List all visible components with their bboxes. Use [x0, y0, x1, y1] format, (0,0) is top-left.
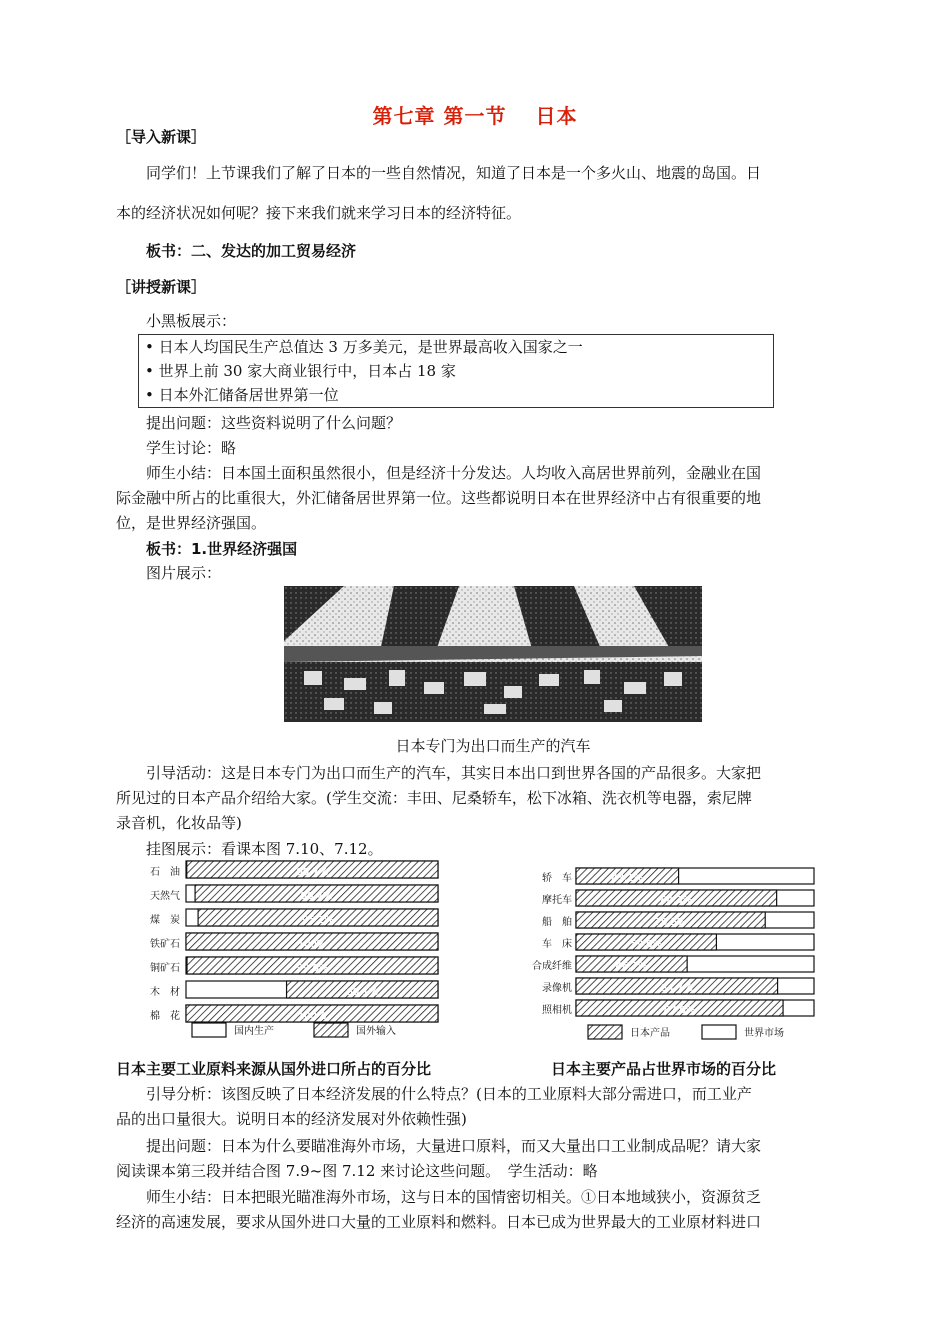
- category-label: 船 舶: [542, 917, 572, 928]
- legend-swatch: [588, 1025, 622, 1039]
- board-note: 板书：1.世界经济强国: [146, 540, 298, 558]
- category-label: 照相机: [542, 1005, 572, 1016]
- paragraph: 位，是世界经济强国。: [116, 514, 267, 532]
- paragraph: 提出问题：这些资料说明了什么问题？: [146, 414, 402, 432]
- paragraph: 本的经济状况如何呢？接下来我们就来学习日本的经济特征。: [116, 204, 522, 222]
- info-item: • 日本外汇储备居世界第一位: [145, 386, 339, 404]
- paragraph: 品的出口量很大。说明日本的经济发展对外依赖性强): [116, 1110, 467, 1128]
- legend-label: 世界市场: [744, 1028, 784, 1039]
- data-label: 43.1%: [611, 873, 644, 884]
- data-label: 84.7%: [660, 983, 693, 994]
- info-box: [138, 334, 774, 408]
- data-label: 84.3%: [660, 895, 693, 906]
- paragraph: 挂图展示：看课本图 7.10、7.12。: [146, 840, 383, 858]
- data-label: 99.6%: [296, 963, 329, 974]
- category-label: 煤 炭: [150, 915, 180, 926]
- market-share-chart: [500, 863, 830, 1043]
- category-label: 石 油: [150, 867, 180, 878]
- category-label: 合成纤维: [532, 961, 572, 972]
- category-label: 棉 花: [150, 1011, 180, 1022]
- paragraph: 阅读课本第三段并结合图 7.9~图 7.12 来讨论这些问题。 学生活动：略: [116, 1162, 598, 1180]
- data-label: 95.2%: [302, 915, 334, 926]
- data-label: 100%: [297, 1011, 327, 1022]
- info-item: • 日本人均国民生产总值达 3 万多美元，是世界最高收入国家之一: [145, 338, 583, 356]
- board-note: 板书：二、发达的加工贸易经济: [146, 242, 357, 260]
- data-label: 87.0%: [663, 1005, 696, 1016]
- data-label: 99.7%: [296, 867, 329, 878]
- legend-label: 日本产品: [630, 1028, 670, 1039]
- data-label: 59.0%: [630, 939, 663, 950]
- info-item: • 世界上前 30 家大商业银行中，日本占 18 家: [145, 362, 456, 380]
- data-label: 96.4%: [300, 891, 333, 902]
- paragraph: 师生小结：日本把眼光瞄准海外市场，这与日本的国情密切相关。①日本地域狭小，资源贫乏: [146, 1188, 762, 1206]
- category-label: 录像机: [542, 983, 572, 994]
- category-label: 天然气: [150, 891, 180, 902]
- paragraph: 际金融中所占的比重很大，外汇储备居世界第一位。这些都说明日本在世界经济中占有很重要的地: [116, 489, 762, 507]
- legend-label: 国内生产: [234, 1026, 274, 1037]
- category-label: 铁矿石: [150, 939, 180, 950]
- section-heading-intro: ［导入新课］: [116, 128, 207, 146]
- data-label: 79.5%: [654, 917, 687, 928]
- paragraph: 学生讨论：略: [146, 439, 237, 457]
- paragraph: 引导分析：该图反映了日本经济发展的什么特点？(日本的工业原料大部分需进口，而工业产: [146, 1085, 752, 1103]
- chart-title: 日本主要工业原料来源从国外进口所占的百分比: [116, 1060, 432, 1078]
- section-heading-lesson: ［讲授新课］: [116, 278, 207, 296]
- car-photo: [284, 586, 702, 722]
- legend-swatch: [702, 1025, 736, 1039]
- legend-swatch: [192, 1023, 226, 1037]
- paragraph: 图片展示：: [146, 564, 222, 582]
- paragraph: 同学们！上节课我们了解了日本的一些自然情况，知道了日本是一个多火山、地震的岛国。日: [146, 164, 762, 182]
- paragraph: 小黑板展示：: [146, 312, 237, 330]
- category-label: 木 材: [150, 987, 180, 998]
- photo-caption: 日本专门为出口而生产的汽车: [395, 737, 591, 755]
- paragraph: 所见过的日本产品介绍给大家。(学生交流：丰田、尼桑轿车，松下冰箱、洗衣机等电器，索尼牌: [116, 789, 752, 807]
- data-label: 100%: [297, 939, 327, 950]
- legend-swatch: [314, 1023, 348, 1037]
- category-label: 轿 车: [542, 873, 572, 884]
- page-title: 第七章 第一节 日本: [372, 104, 578, 128]
- paragraph: 师生小结：日本国土面积虽然很小，但是经济十分发达。人均收入高居世界前列，金融业在国: [146, 464, 762, 482]
- category-label: 车 床: [542, 939, 572, 950]
- import-percentage-chart: [120, 855, 460, 1045]
- category-label: 铜矿石: [150, 963, 180, 974]
- paragraph: 录音机，化妆品等): [116, 814, 242, 832]
- legend-label: 国外输入: [356, 1026, 396, 1037]
- paragraph: 引导活动：这是日本专门为出口而生产的汽车，其实日本出口到世界各国的产品很多。大家把: [146, 764, 762, 782]
- data-label: 46.7%: [615, 961, 648, 972]
- paragraph: 提出问题：日本为什么要瞄准海外市场，大量进口原料，而又大量出口工业制成品呢？请大家: [146, 1137, 762, 1155]
- category-label: 摩托车: [542, 895, 572, 906]
- paragraph: 经济的高速发展，要求从国外进口大量的工业原料和燃料。日本已成为世界最大的工业原材料进口: [116, 1213, 762, 1231]
- data-label: 60.1%: [346, 987, 379, 998]
- chart-title: 日本主要产品占世界市场的百分比: [551, 1060, 777, 1078]
